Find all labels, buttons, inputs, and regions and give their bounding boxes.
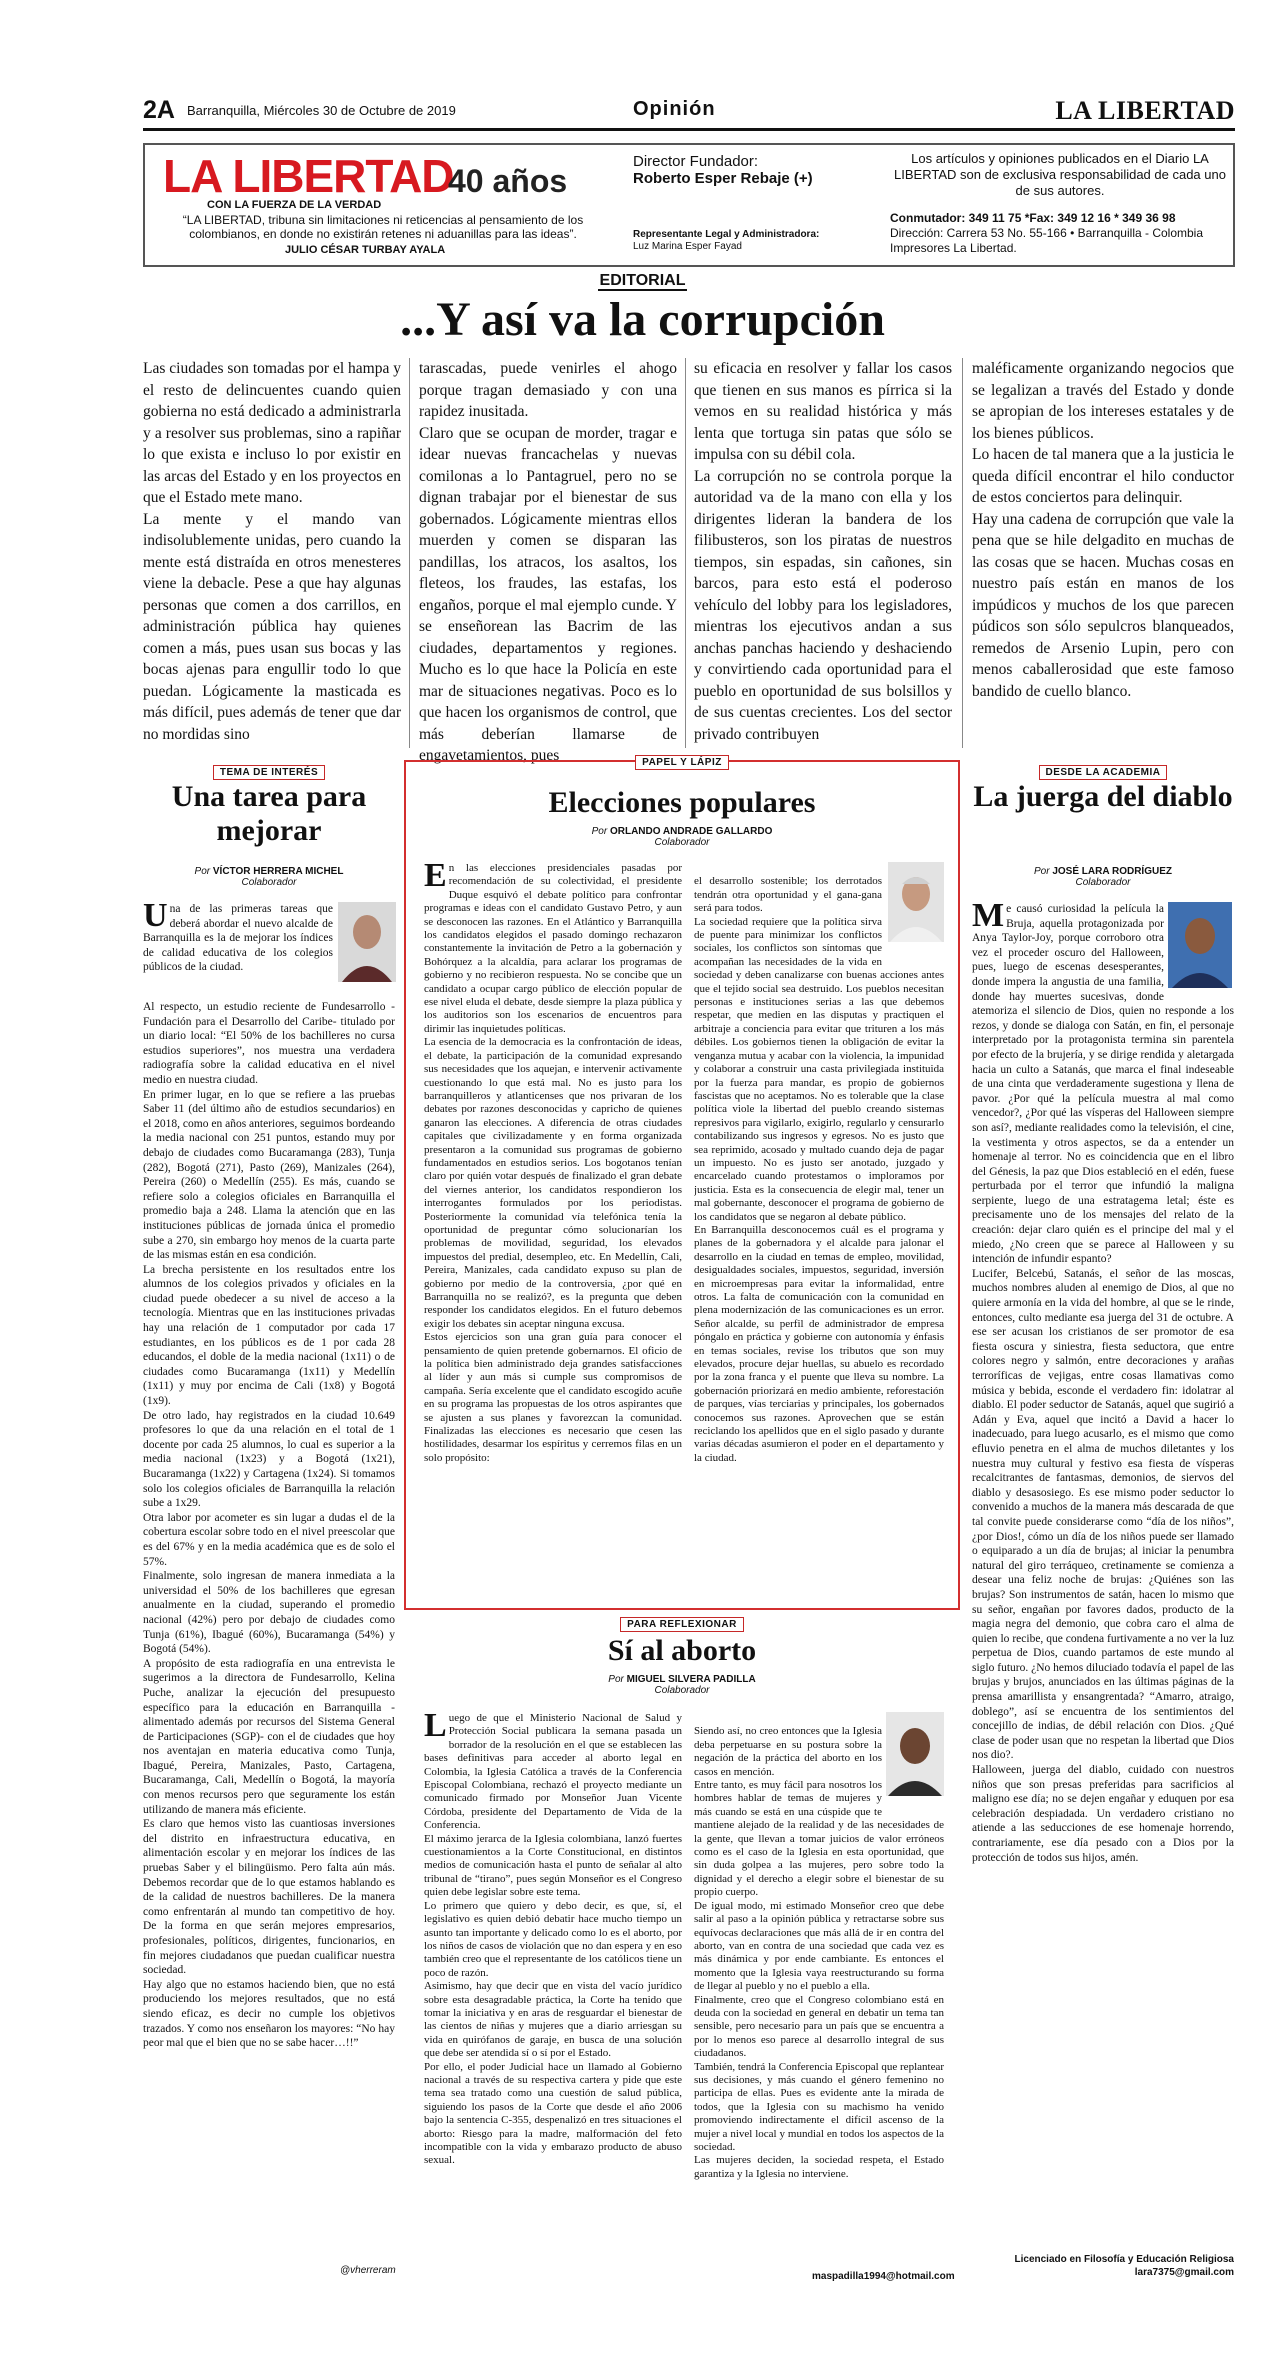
photo-spacer	[882, 875, 944, 959]
page-header	[143, 96, 1235, 126]
author-credentials	[972, 2253, 1234, 2279]
byline	[404, 826, 960, 848]
author-name: MIGUEL SILVERA PADILLA	[626, 1674, 756, 1685]
editorial-label	[0, 272, 1285, 290]
column-divider	[409, 358, 410, 748]
paragraph: Claro que se ocupan de morder, tragar e idear nuevas francachelas y nuevas comilonas a lo Pantagruel, pero no se dignan trabajar por el bienestar de sus gobernados. Lógicamente mientras ellos muerden y comen se disparan las pandillas, los atracos, los asaltos, los fleteos, los fraudes, las estafas, los engaños, porque el mal ejemplo cunde. Y se enseñorean las Bacrim de las ciudades, departamentos y regiones. Mucho es lo que hace la Policía en este mar de situaciones negativas. Poco es lo que hacen los organismos de control, que más deberían llamarse de engavetamientos, pues	[419, 424, 677, 764]
paragraph: Lo hacen de tal manera que a la justicia le queda difícil encontrar el hilo conductor de estos conciertos para delinquir.	[972, 446, 1234, 506]
article-title: Elecciones populares	[548, 786, 816, 819]
paragraph: La mente y el mando van indisolublemente unidas, pero cuando la mente está distraída en otros menesteres viene la debacle. Pese a que hay algunas personas que comen a dos carrillos, en administración pública hay quienes comen a más, pues usan sus bocas y las bocas ajenas para engullir todo lo que puedan. Lógicamente la masticada es más difícil, pues además de tener que dar no mordidas sino	[143, 510, 401, 743]
drop-cap: E	[424, 862, 447, 894]
paragraph: tarascadas, puede venirles el ahogo porque tragan demasiado y con una rapidez inusitada.	[419, 360, 677, 420]
paper-name: LA LIBERTAD	[1055, 96, 1235, 125]
date-line: Barranquilla, Miércoles 30 de Octubre de 2019	[187, 103, 456, 118]
editorial-col-3	[694, 358, 952, 745]
column-divider	[962, 358, 963, 748]
center-article-col-2	[694, 862, 944, 1604]
address-line: Dirección: Carrera 53 No. 55-166 • Barranquilla - Colombia	[890, 226, 1204, 240]
section-tag: PAPEL Y LÁPIZ	[635, 755, 729, 770]
drop-cap: U	[143, 897, 168, 934]
paragraph: Hay una cadena de corrupción que vale la pena que se hile delgadito en muchas de las cosas que se hacen. Muchas cosas en nuestro país están en manos de los impúdicos y muchos de los que parecen púdicos son sólo sepulcros blanqueados, remedos de Arsenio Lupin, pero con menos caballerosidad que este famoso bandido de cuello blanco.	[972, 510, 1234, 700]
author-role: Colaborador	[654, 837, 710, 848]
phone-line: Conmutador: 349 11 75 *Fax: 349 12 16 * 349 36 98	[890, 211, 1176, 225]
section-name: Opinión	[633, 98, 716, 120]
legal-rep-name: Luz Marina Esper Fayad	[633, 241, 742, 252]
author-photo	[338, 902, 396, 982]
byline-prefix: Por	[194, 866, 211, 877]
byline-prefix: Por	[591, 826, 608, 837]
author-photo-image	[338, 902, 396, 982]
author-role: Colaborador	[1075, 877, 1131, 888]
paragraph: La corrupción no se controla porque la autoridad va de la mano con ella y los dirigentes lideran la bandera de los filibusteros, son los piratas de nuestros tiempos, sin espadas, sin cañones, sin barcos, para esto está el poderoso vehículo del lobby para los legisladores, mientras los ejecutivos andan a sus anchas panchas haciendo y deshaciendo y convirtiendo cada oportunidad para el pueblo en oportunidad de sus bolsillos y de sus cuentas crecientes. Los del sector privado contribuyen	[694, 467, 952, 743]
author-email: maspadilla1994@hotmail.com	[812, 2271, 955, 2282]
article-title: Una tarea para mejorar	[171, 780, 367, 847]
contact-info	[890, 211, 1230, 256]
column-text: n las elecciones presidenciales pasadas por recomendación de su colectividad, el presidente Duque esquivó el debate político para confrontar programas e ideas con el candidato Gustavo Petro, y aun se desconocen las razones. En el Atlántico y Barranquilla los candidatos elegidos el pasado domingo rechazaron constantemente la invitación de Petro a la gobernación y Bohórquez a la alcaldía, para aclarar los programas de gobierno y no recibieron respuesta. No se concibe que un candidato a ocupar cargo público de elección popular de ese nivel eluda el debate, desde siempre la plaza pública y los auditorios son los escenarios de encuentros para dirimir las inquietudes políticas. La esencia de la democracia es la confrontación de ideas, el debate, la participación de la comunidad expresando sus necesidades que los aquejan, e intervenir activamente cuestionando lo que está mal. No es justo para los barranquilleros y atlanticenses que nos privaran de los debates por razones desconocidas y capricho de quienes ganaron las elecciones. A diferencia de otras ciudades capitales que civilizadamente y en forma organizada presentaron a la comunidad sus programas de gobierno fundamentados en estudios serios. Los bogotanos tenían claro por quién votar después de finalizado el gran debate del viernes anterior, los candidatos respondieron los interrogantes formulados por los periodistas. Posteriormente la comunidad vía telefónica tenía la oportunidad de preguntar cómo solucionarían los problemas de movilidad, seguridad, los elevados impuestos del predial, desempleo, etc. En Medellín, Cali, Pereira, Manizales, cada candidato expuso su plan de gobierno por medio de la controversia, ¿por qué en Barranquilla no se realizó?, es la pregunta que deben responder los candidatos elegidos. En el futuro debemos exigir los debates sin aceptar ninguna excusa. Estos ejercicios son una gran guía para conocer el pensamiento de quien pretende gobernarnos. El oficio de la política bien administrado deja grandes satisfacciones al líder y aun más si cumple sus compromisos de campaña. Sería excelente que el candidato escogido acuñe en su programa las propuestas de los otros aspirantes que se ajusten a sus planes y favorezcan la comunidad. Finalizadas las elecciones es necesario que cesen las hostilidades, desarmar los espíritus y cerremos filas en un solo propósito:	[424, 862, 682, 1464]
left-article-lead	[143, 897, 333, 975]
section-tag: DESDE LA ACADEMIA	[1039, 765, 1168, 780]
bottom-article-col-1	[424, 1712, 682, 2278]
disclaimer: Los artículos y opiniones publicados en el Diario LA LIBERTAD son de exclusiva responsabilidad de cada uno de sus autores.	[894, 151, 1226, 198]
anniversary-text: 40 años	[448, 163, 568, 199]
center-tag-wrap	[404, 752, 960, 770]
author-role: Colaborador	[241, 877, 297, 888]
right-tag-wrap	[972, 762, 1234, 780]
logo: LA LIBERTAD	[163, 150, 454, 202]
column-text: Siendo así, no creo entonces que la Iglesia deba perpetuarse en su postura sobre la negación de la práctica del aborto en los casos en mención. Entre tanto, es muy fácil para nosotros los hombres hablar de temas de mujeres y más cuando se está en una cúspide que te mantiene alejado de la realidad y de las necesidades de la gente, que llevan a tomar juicios de valor erróneos como es el caso de la Iglesia en esta oportunidad, que sin duda golpea a las mujeres, pero sobre todo la dignidad y el derecho a elegir sobre el bienestar de su propio cuerpo. De igual modo, mi estimado Monseñor creo que debe salir al paso a la opinión pública y retractarse sobre sus equívocas declaraciones que más allá de ir en contra del aborto, van en contra de una sociedad que cada vez es más dinámica y por ende cambiante. Es entonces el momento que la Iglesia vaya reestructurando su forma de llegar al pueblo y no el pueblo a ella. Finalmente, creo que el Congreso colombiano está en deuda con la sociedad en general en debatir un tema tan sensible, pero necesario para un país que se encuentra a por lo menos eso parece al desarrollo integral de sus ciudadanos. También, tendrá la Conferencia Episcopal que replantear sus decisiones, y más cuando el género femenino no participa de ellas. Pues es evidente ante la mirada de todos, que la Iglesia con su machismo ha venido promoviendo indirectamente el difícil ascenso de la mujer a nivel local y mundial en todos los aspectos de la sociedad. Las mujeres deciden, la sociedad respeta, el Estado garantiza y la Iglesia no interviene.	[694, 1725, 944, 2180]
paragraph: su eficacia en resolver y fallar los casos que tienen en sus manos es pírrica si la vemos en su realidad histórica y más lenta que tortuga sin patas que sólo se impulsa con su débil cola.	[694, 360, 952, 463]
body-text: Lucifer, Belcebú, Satanás, el señor de las moscas, muchos nombres aluden al enemigo de Dios, al que no quiere armonía en la vida del hombre, al que se le rinde, entonces, culto mediante esa juerga del 31 de octubre. A ese ser acusan los cristianos de ser promotor de esa fiesta oscura y siniestra, fiesta seductora, que entre colores negro y salmón, entre decoraciones y arañas terroríficas de vejigas, entre cosas llamativas como música y bebida, esconde el verdadero fin: idolatrar al diablo. El poder seductor de Satanás, aquel que sugirió a Adán y Eva, aquel que incitó a David a hacer lo inadecuado, para luego acusarlo, es el mismo que como efluvio penetra en el alma de muchos diletantes y los nuestra muy cultural y festivo esa fiesta de vísperas recalcitrantes de fantasmas, demonios, de siervos del diablo y desasosiego. Es ese mismo poder seductor lo convenido a muchos de la manera más descarada de que tal convite puede considerarse como “día de los niños”, ¿por Dios!, cómo un día de los niños puede ser llamado o equiparado a un día de brujas; al iniciar la penumbra natural del giro terráqueo, cretinamente se comienza a desear una feliz noche de brujas: ¿Quiénes son las brujas? Son instrumentos de satán, hacen lo mismo que su señor, engañan por favores dados, producto de la magia negra del demonio, que cobra caro el alma de quien lo recibe, que condena furtivamente a no ver la luz perpetua de Dios, cuando partamos de este mundo al siglo futuro. ¿No hemos diluciado todavía el papel de las brujas y brujos, anunciados en las últimas páginas de la prensa amarillista y ensangrentada? “Amarro, atraigo, doblego”, así se encuentra de los sentimientos del concejillo de indias, de débil relación con Dios. ¿Qué clase de poder usan que no respetan la libertad que Dios nos dio?. Halloween, juerga del diablo, cuidado con nuestros niños que son presas preferidas para sacrificios al maligno ese día; no se dejen engañar y eduquen por esa celebración despiadada. Un verdadero cristiano no atiende a las seducciones de ese homenaje horrendo, contrariamente, ese día pesado con a Dios por la protección de todos sus hijos, amén.	[972, 1267, 1234, 1864]
masthead-box	[143, 143, 1235, 267]
header-rule	[143, 128, 1235, 131]
article-title: Sí al aborto	[607, 1634, 757, 1667]
legal-rep-label: Representante Legal y Administradora:	[633, 229, 820, 240]
bottom-article-col-2	[694, 1712, 944, 2268]
page-number: 2A	[143, 96, 175, 124]
column-text: uego de que el Ministerio Nacional de Salud y Protección Social publicara la semana pasada un borrador de la resolución en el que se establecen las bases definitivas para acceder al aborto legal en Colombia, la Iglesia Católica a través de la Conferencia Episcopal Colombiana, rechazó el proyecto mediante un comunicado firmado por Monseñor Juan Vicente Córdoba, presidente del Departamento de Vida de la Conferencia. El máximo jerarca de la Iglesia colombiana, lanzó fuertes cuestionamientos a la Corte Constitucional, en distintos medios de comunicación hasta el punto de señalar al alto tribunal de “tirano”, pues según Monseñor es el Congreso quien debe legislar sobre este tema. Lo primero que quiero y debo decir, es que, sí, el legislativo es quien debió debatir hace mucho tiempo un asunto tan importante y delicado como lo es el aborto, por los niños de casos de violación que no dan espera y en eso también creo que el representante de los católicos tiene un poco de razón. Asimismo, hay que decir que en vista del vacío jurídico sobre esta desagradable práctica, la Corte ha tenido que tomar la iniciativa y en aras de resguardar el bienestar de las cientos de niñas y mujeres que a diario arriesgan su vida en quirófanos de garaje, en busca de una solución que debe ser atendida sí o sí por el Estado. Por ello, el poder Judicial hace un llamado al Gobierno nacional a través de su respectiva cartera y pide que este tema sea tratado como una cuestión de salud pública, siguiendo los pasos de la Corte que desde el año 2006 bajo la sentencia C-355, despenalizó en tres situaciones el aborto: Riesgo para la madre, malformación del feto incompatible con la vida y embarazo producto de abuso sexual.	[424, 1712, 682, 2167]
drop-cap: L	[424, 1712, 447, 1744]
bottom-tag-wrap	[404, 1614, 960, 1632]
author-name: VÍCTOR HERRERA MICHEL	[212, 866, 344, 877]
column-text: el desarrollo sostenible; los derrotados tendrán otra oportunidad y el gana-gana será para todos. La sociedad requiere que la política sirva de puente para minimizar los conflictos sociales, los conflictos son síntomas que acompañan las necesidades de la vida en sociedad y deben canalizarse con buenas acciones antes que el tejido social sea destruido. Los pueblos necesitan personas e instituciones serias a las que debemos respetar, que medien en las disputas y practiquen el arbitraje a conciencia para evitar que trituren a los más débiles. Los gobiernos tienen la obligación de evitar la venganza mutua y acabar con la violencia, la impunidad y colaborar a construir una casta privilegiada instituida por la fuerza para mandar, es propio de gobiernos fascistas que no aceptamos. No es tolerable que la clase política viole la libertad del pueblo creando sistemas represivos para vigilarlo, exigirlo, regularlo y censurarlo contabilizando sus ingresos y egresos. No es justo que sea reprimido, acosado y multado cuando deja de pagar un impuesto. No es justo ser anotado, juzgado y encarcelado cuando protestamos o imploramos por justicia. Esta es la consecuencia de elegir mal, tener un mal gobernante, desconocer el programa de gobierno de los candidatos que se negaron al debate público. En Barranquilla desconocemos cuál es el programa y planes de la gobernadora y el alcalde para jalonar el desarrollo en la ciudad en temas de empleo, movilidad, desigualdades sociales, impuestos, seguridad, inversión en microempresas para evitar la informalidad, entre otros. La falta de comunicación con la comunidad en plena modernización de las comunicaciones es un error. Señor alcalde, su perfil de administrador de empresa póngalo en práctica y gobierne con autonomía y énfasis en temas sociales, revise los tributos que son muy elevados, procure dejar huellas, su abuelo es recordado por la zona franca y el puente que lleva su nombre. La gobernación priorizará en medio ambiente, reforestación de parques, vías terciarias y principales, los gobernados conocemos sus razones. Aprovechen que se están reciclando los apellidos que en el siglo pasado y durante varias décadas asumieron el poder en el departamento y la ciudad.	[694, 875, 944, 1464]
paragraph: maléficamente organizando negocios que se legalizan a través del Estado y donde se apropian de los intereses estatales y de los bienes públicos.	[972, 360, 1234, 442]
column-divider	[685, 358, 686, 748]
byline	[404, 1674, 960, 1696]
drop-cap: M	[972, 902, 1005, 934]
editorial-col-4	[972, 358, 1234, 702]
editorial-label-text: EDITORIAL	[599, 272, 686, 289]
editorial-headline: ...Y así va la corrupción	[400, 293, 885, 346]
author-name: JOSÉ LARA RODRÍGUEZ	[1052, 866, 1172, 877]
editorial-col-1	[143, 358, 401, 745]
credential-line: Licenciado en Filosofía y Educación Religiosa	[1014, 2254, 1234, 2265]
byline	[143, 866, 395, 888]
author-handle: @vherreram	[340, 2265, 396, 2276]
author-email: lara7375@gmail.com	[1134, 2267, 1234, 2278]
founder-name: Roberto Esper Rebaje (+)	[633, 170, 813, 187]
left-article-body: Al respecto, un estudio reciente de Fundesarrollo -Fundación para el Desarrollo del Caribe- titulado por un diario local: “El 50% de los bachilleres no cursa estudios superiores”, nos muestra una verdadera radiografía sobre la calidad educativa en el nivel medio en nuestra ciudad. En primer lugar, en lo que se refiere a las pruebas Saber 11 (del último año de estudios secundarios) en el 2018, como en años anteriores, seguimos bordeando la media nacional con 251 puntos, estando muy por debajo de ciudades como Bucaramanga (283), Tunja (282), Bogotá (271), Pasto (269), Manizales (264), Pereira (260) o Medellín (255). Es más, cuando se refiere solo a colegios oficiales en Barranquilla el promedio baja a 248. Llama la atención que en las instituciones públicas de jornada única el promedio sube a 270, sin embargo hoy menos de la cuarta parte de las mismas están en esa condición. La brecha persistente en los resultados entre los alumnos de los colegios privados y oficiales en la ciudad puede obedecer a su nivel de acceso a la tecnología. Mientras que en las instituciones privadas hay una relación de 1 computador por cada 17 estudiantes, en los públicos es de 1 por cada 28 educandos, el doble de la media nacional (1x11) o de ciudades como Bucaramanga (1x11) y Medellín (1x11) y muy por encima de Cali (1x8) y Bogotá (1x9). De otro lado, hay registrados en la ciudad 10.649 profesores lo que da una relación en el total de 1 docente por cada 25 alumnos, lo cual es superior a la media nacional (1x23) y a Bogotá (1x21), Bucaramanga (1x22) y Cartagena (1x24). Si tomamos solo los colegios oficiales de Barranquilla la relación sube a 1x29. Otra labor por acometer es sin lugar a dudas el de la cobertura escolar sobre todo en el nivel preescolar que es del 67% y en la media académica que es de solo el 57%. Finalmente, solo ingresan de manera inmediata a la universidad el 50% de los bachilleres que egresan anualmente en la ciudad, superando el promedio nacional (42%) pero por debajo de ciudades como Tunja (61%), Ibagué (60%), Bucaramanga (54%) y Bogotá (54%). A propósito de esta radiografía en una entrevista le sugerimos a la directora de Fundesarrollo, Kelina Puche, analizar la ejecución del presupuesto específico para la educación en Barranquilla -alimentado además por recursos del Sistema General de Participaciones (SGP)- con el de ciudades que hoy nos aventajan en materia educativa como Tunja, Ibagué, Pereira, Manizales, Pasto, Cartagena, Bucaramanga, Cali, Medellín o Bogotá, la mayoría con menos recursos pero que seguramente los están utilizando de manera más eficiente. Es claro que hemos visto las cuantiosas inversiones del distrito en infraestructura educativa, en alimentación escolar y en mejorar los índices de las pruebas Saber y el bilingüismo. Pero falta aún más. Debemos recordar que de lo que estamos hablando es de la calidad de nuestros bachilleres. De la manera como enfrentarán al mundo tan competitivo de hoy. De la forma en que serán mejores empresarios, profesionales, políticos, dirigentes, funcionarios, en fin mejores ciudadanos que puedan cualificar nuestra sociedad. Hay algo que no estamos haciendo bien, que no está produciendo los mejores resultados, que no está siendo eficaz, es decir no cumple los objetivos trazados. Y como nos enseñaron los mayores: “No hay peor mal que el bien que no se sabe hacer…!!”	[143, 1001, 395, 2050]
author-name: ORLANDO ANDRADE GALLARDO	[609, 826, 773, 837]
byline-prefix: Por	[1034, 866, 1050, 877]
photo-spacer	[1164, 902, 1234, 992]
left-tag-wrap	[143, 762, 395, 780]
byline	[972, 866, 1234, 888]
section-tag: TEMA DE INTERÉS	[213, 765, 325, 780]
photo-spacer	[882, 1725, 944, 1813]
masthead-quote: “LA LIBERTAD, tribuna sin limitaciones ni reticencias al pensamiento de los colombianos, en donde no existirán retenes ni aduanillas para las ideas”.	[182, 213, 584, 241]
lead-paragraph: e causó curiosidad la película la Bruja, aquella protagonizada por Anya Taylor-Joy, porque corroboro otra vez el proceder oscuro del Halloween, pues, luego de escenas desesperantes, donde impera la angustia de una familia, donde hay muertes sucesivas, donde atemoriza el silencio de Dios, quien no responde a los rezos, y donde se dialoga con Satán, en fin, el personaje interpretado por la protagonista termina sin parentela por efecto de la brujería, y se dirige rendida y aletargada hacia un culto a Satanás, que marca el final indeseable de una cinta que verdaderamente sugestiona y llena de pavor. ¿Por qué la película muestra al mal como vencedor?, ¿Por qué las vísperas del Halloween siempre son así?, mediante realidades como la televisión, el cine, la vestimenta y otros aspectos, se da a entender un homenaje al terror. No es coincidencia que en el libro del Génesis, la paz que Dios estableció en el edén, fuese perturbada por el terror que infundió la maligna serpiente, luego de una estratagema letal; éste es precisamente uno de los mensajes del relato de la creación: dejar claro quién es el principe del mal y el miedo, ¿No creen que se parece al Halloween y su intención de infundir espanto?	[972, 903, 1234, 1266]
paragraph: Las ciudades son tomadas por el hampa y el resto de delincuentes cuando quien gobierna no está dedicado a administrarla y a resolver sus problemas, sino a rapiñar lo que exista e incluso lo por existir en las arcas del Estado y en los proyectos en que el Estado mete mano.	[143, 360, 401, 506]
founder-label: Director Fundador:	[633, 153, 759, 170]
byline-prefix: Por	[608, 1674, 624, 1685]
right-article-body	[972, 902, 1234, 2232]
slogan: CON LA FUERZA DE LA VERDAD	[207, 199, 382, 211]
article-title: La juerga del diablo	[973, 780, 1233, 813]
lead-paragraph: na de las primeras tareas que deberá abordar el nuevo alcalde de Barranquilla es la de mejorar los índices de calidad educativa de los colegios públicos de la ciudad.	[143, 903, 333, 974]
quote-author: JULIO CÉSAR TURBAY AYALA	[285, 244, 446, 256]
section-tag: PARA REFLEXIONAR	[620, 1617, 744, 1632]
printer-line: Impresores La Libertad.	[890, 241, 1017, 255]
center-article-col-1	[424, 862, 682, 1604]
author-role: Colaborador	[654, 1685, 710, 1696]
editorial-col-2	[419, 358, 677, 767]
